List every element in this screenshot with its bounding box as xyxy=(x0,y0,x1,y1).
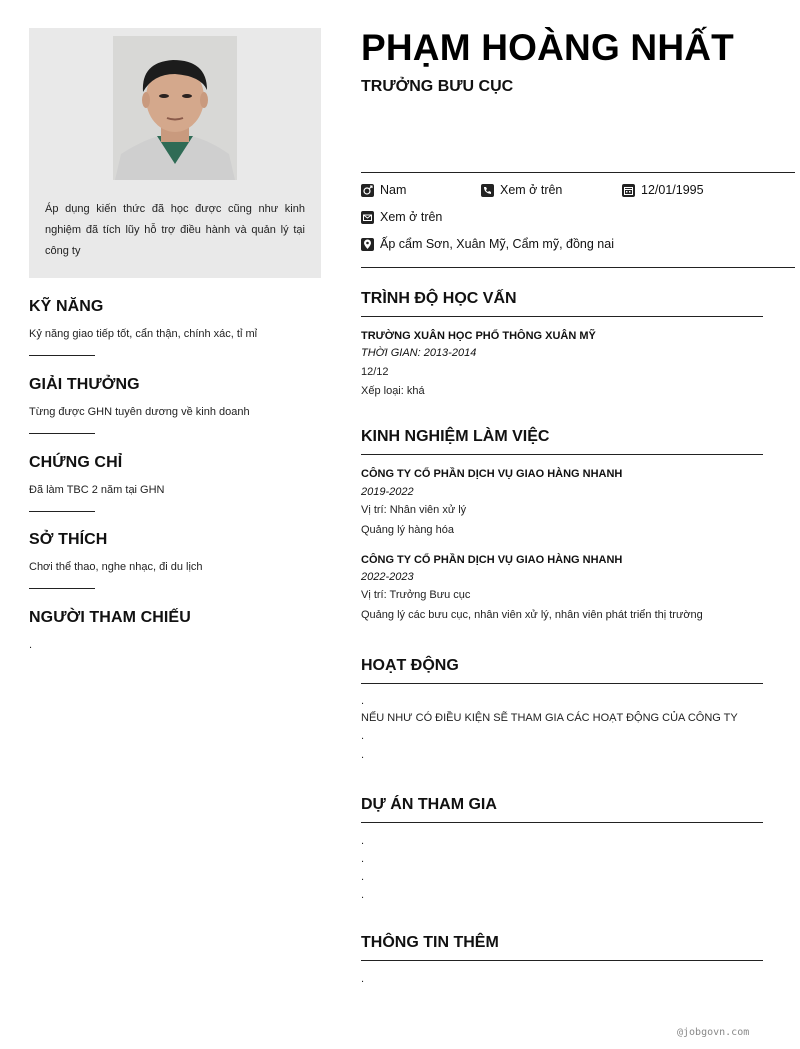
job-period: 2019-2022 xyxy=(361,486,414,498)
project-line: . xyxy=(361,835,365,847)
projects-section xyxy=(361,796,763,901)
phone-value: Xem ở trên xyxy=(500,183,563,197)
divider xyxy=(29,588,95,589)
activity-line: . xyxy=(361,730,365,742)
education-rank: Xếp loại: khá xyxy=(361,385,425,397)
certificates-heading: CHỨNG CHỈ xyxy=(29,454,123,471)
contact-email xyxy=(361,210,442,224)
gender-value: Nam xyxy=(380,183,407,197)
hobbies-section xyxy=(29,531,321,589)
job-position: Vị trí: Trưởng Bưu cục xyxy=(361,589,471,601)
skills-heading: KỸ NĂNG xyxy=(29,298,104,315)
location-icon xyxy=(361,238,374,251)
experience-section xyxy=(361,428,763,621)
contact-phone xyxy=(481,183,562,197)
profile-box xyxy=(29,28,321,278)
activity-line: NẾU NHƯ CÓ ĐIỀU KIỆN SẼ THAM GIA CÁC HOẠT ĐỘNG CỦA CÔNG TY xyxy=(361,712,738,724)
skills-text: Kỷ năng giao tiếp tốt, cẩn thận, chính xác, tỉ mỉ xyxy=(29,328,258,340)
job-duty: Quảng lý các bưu cục, nhân viên xử lý, nhân viên phát triển thị trường xyxy=(361,609,703,621)
project-line: . xyxy=(361,871,365,883)
avatar-photo xyxy=(113,36,237,180)
phone-icon xyxy=(481,184,494,197)
company-name: CÔNG TY CỔ PHẦN DỊCH VỤ GIAO HÀNG NHANH xyxy=(361,554,623,566)
references-heading: NGƯỜI THAM CHIẾU xyxy=(29,609,191,626)
left-column xyxy=(29,28,321,278)
dob-value: 12/01/1995 xyxy=(641,183,704,197)
divider xyxy=(361,454,763,455)
education-section xyxy=(361,290,763,397)
experience-item xyxy=(361,468,763,536)
activities-heading: HOẠT ĐỘNG xyxy=(361,657,459,674)
divider xyxy=(361,316,763,317)
contact-gender xyxy=(361,183,406,197)
extra-info-line: . xyxy=(361,973,365,985)
watermark: @jobgovn.com xyxy=(677,1027,750,1038)
activity-line: . xyxy=(361,749,365,761)
references-section xyxy=(29,609,321,651)
job-period: 2022-2023 xyxy=(361,571,414,583)
divider xyxy=(361,267,795,268)
awards-text: Từng được GHN tuyên dương về kinh doanh xyxy=(29,406,250,418)
awards-section xyxy=(29,376,321,434)
avatar xyxy=(113,36,237,180)
activity-line: . xyxy=(361,695,365,707)
address-value: Ấp cẩm Sơn, Xuân Mỹ, Cẩm mỹ, đồng nai xyxy=(380,237,614,251)
activities-section xyxy=(361,657,763,761)
project-line: . xyxy=(361,853,365,865)
divider xyxy=(361,172,795,173)
education-period: THỜI GIAN: 2013-2014 xyxy=(361,347,477,359)
email-icon xyxy=(361,211,374,224)
divider xyxy=(361,822,763,823)
job-duty: Quảng lý hàng hóa xyxy=(361,524,454,536)
calendar-icon xyxy=(622,184,635,197)
references-text: . xyxy=(29,639,33,651)
extra-info-section xyxy=(361,934,763,985)
experience-item xyxy=(361,554,763,621)
career-objective: Áp dụng kiến thức đã học được cũng như kinh nghiệm đã tích lũy hỗ trợ điều hành và quản lý tại công ty xyxy=(45,203,305,257)
contact-dob xyxy=(622,183,704,197)
candidate-name: PHẠM HOÀNG NHẤT xyxy=(361,27,734,68)
certificates-section xyxy=(29,454,321,512)
contact-address xyxy=(361,237,614,251)
hobbies-text: Chơi thể thao, nghe nhạc, đi du lịch xyxy=(29,561,203,573)
job-title: TRƯỞNG BƯU CỤC xyxy=(361,78,514,95)
divider xyxy=(361,683,763,684)
company-name: CÔNG TY CỔ PHẦN DỊCH VỤ GIAO HÀNG NHANH xyxy=(361,468,623,480)
experience-heading: KINH NGHIỆM LÀM VIỆC xyxy=(361,428,550,445)
awards-heading: GIẢI THƯỞNG xyxy=(29,376,140,393)
projects-heading: DỰ ÁN THAM GIA xyxy=(361,796,497,813)
email-value: Xem ở trên xyxy=(380,210,443,224)
divider xyxy=(361,960,763,961)
education-heading: TRÌNH ĐỘ HỌC VẤN xyxy=(361,290,517,307)
certificates-text: Đã làm TBC 2 năm tại GHN xyxy=(29,484,165,496)
job-position: Vị trí: Nhân viên xử lý xyxy=(361,504,467,516)
project-line: . xyxy=(361,889,365,901)
divider xyxy=(29,433,95,434)
extra-info-heading: THÔNG TIN THÊM xyxy=(361,934,499,951)
education-grade: 12/12 xyxy=(361,366,389,378)
hobbies-heading: SỞ THÍCH xyxy=(29,531,108,548)
skills-section xyxy=(29,298,321,356)
school-name: TRƯỜNG XUÂN HỌC PHỔ THÔNG XUÂN MỸ xyxy=(361,330,596,342)
gender-icon xyxy=(361,184,374,197)
divider xyxy=(29,355,95,356)
divider xyxy=(29,511,95,512)
